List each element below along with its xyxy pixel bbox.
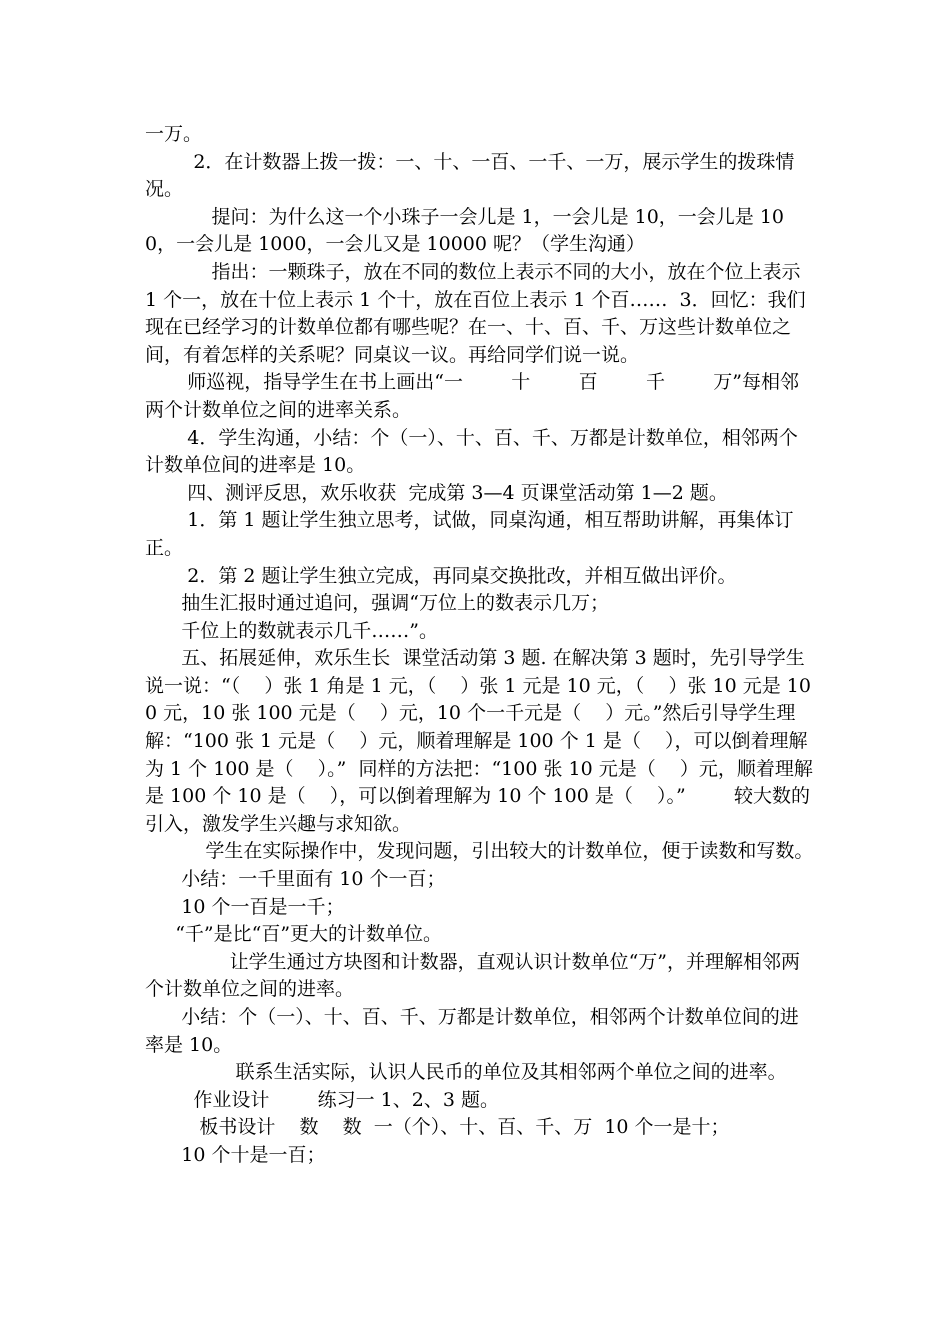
document-body — [145, 121, 815, 1170]
paragraph: 4．学生沟通，小结：个（一）、十、百、千、万都是计数单位，相邻两个计数单位间的进率是 10。 — [145, 426, 798, 477]
paragraph: 四、测评反思，欢乐收获 完成第 3—4 页课堂活动第 1—2 题。 — [145, 481, 728, 504]
paragraph: 2．在计数器上拨一拨：一、十、一百、一千、一万，展示学生的拨珠情况。 — [145, 150, 795, 201]
paragraph: 学生在实际操作中，发现问题，引出较大的计数单位，便于读数和写数。 — [145, 840, 814, 863]
paragraph: 提问：为什么这一个小珠子一会儿是 1，一会儿是 10，一会儿是 100，一会儿是 1000，一会儿又是 10000 呢？（学生沟通） — [145, 205, 784, 256]
paragraph: 抽生汇报时通过追问，强调“万位上的数表示几万； — [145, 592, 609, 615]
paragraph: 一万。 — [145, 123, 203, 145]
paragraph: 小结：一千里面有 10 个一百； — [145, 868, 446, 891]
paragraph: 千位上的数就表示几千……”。 — [145, 619, 438, 642]
paragraph: “千”是比“百”更大的计数单位。 — [145, 923, 443, 946]
paragraph: 指出：一颗珠子，放在不同的数位上表示不同的大小，放在个位上表示 1 个一，放在十位上表示 1 个十，放在百位上表示 1 个百…… 3．回忆：我们现在已经学习的计数单位都有哪些呢？在一、十、百、千、万这些计数单位之间，有着怎样的关系呢？同桌议一议。再给同学们说一说。 — [145, 260, 807, 366]
paragraph: 五、拓展延伸，欢乐生长 课堂活动第 3 题. 在解决第 3 题时，先引导学生说一说：“（ ）张 1 角是 1 元，（ ）张 1 元是 10 元，（ ）张 10 元是 100 元，10 张 100 元是（ ）元，10 个一千元是（ ）元。”然后引导学生理解：“100 张 1 元是（ ）元，顺着理解是 100 个 1 是（ ），可以倒着理解为 1 个 100 是（ ）。” 同样的方法把：“100 张 10 元是（ ）元，顺着理解是 100 个 10 是（ ），可以倒着理解为 10 个 100 是（ ）。” 较大数的引入，激发学生兴趣与求知欲。 — [145, 647, 813, 835]
paragraph: 小结：个（一）、十、百、千、万都是计数单位，相邻两个计数单位间的进率是 10。 — [145, 1006, 799, 1056]
paragraph: 2．第 2 题让学生独立完成，再同桌交换批改，并相互做出评价。 — [145, 564, 737, 587]
paragraph: 1．第 1 题让学生独立思考，试做，同桌沟通，相互帮助讲解，再集体订正。 — [145, 509, 794, 559]
paragraph: 让学生通过方块图和计数器，直观认识计数单位“万”，并理解相邻两个计数单位之间的进率。 — [145, 950, 800, 1001]
paragraph: 10 个一百是一千； — [145, 895, 345, 918]
paragraph: 作业设计 练习一 1、2、3 题。 — [145, 1088, 499, 1111]
paragraph: 师巡视，指导学生在书上画出“一 十 百 千 万”每相邻两个计数单位之间的进率关系。 — [145, 371, 799, 421]
paragraph: 10 个十是一百； — [145, 1143, 326, 1166]
paragraph: 板书设计 数 数 一（个）、十、百、千、万 10 个一是十； — [145, 1116, 730, 1139]
paragraph: 联系生活实际，认识人民币的单位及其相邻两个单位之间的进率。 — [145, 1061, 787, 1084]
